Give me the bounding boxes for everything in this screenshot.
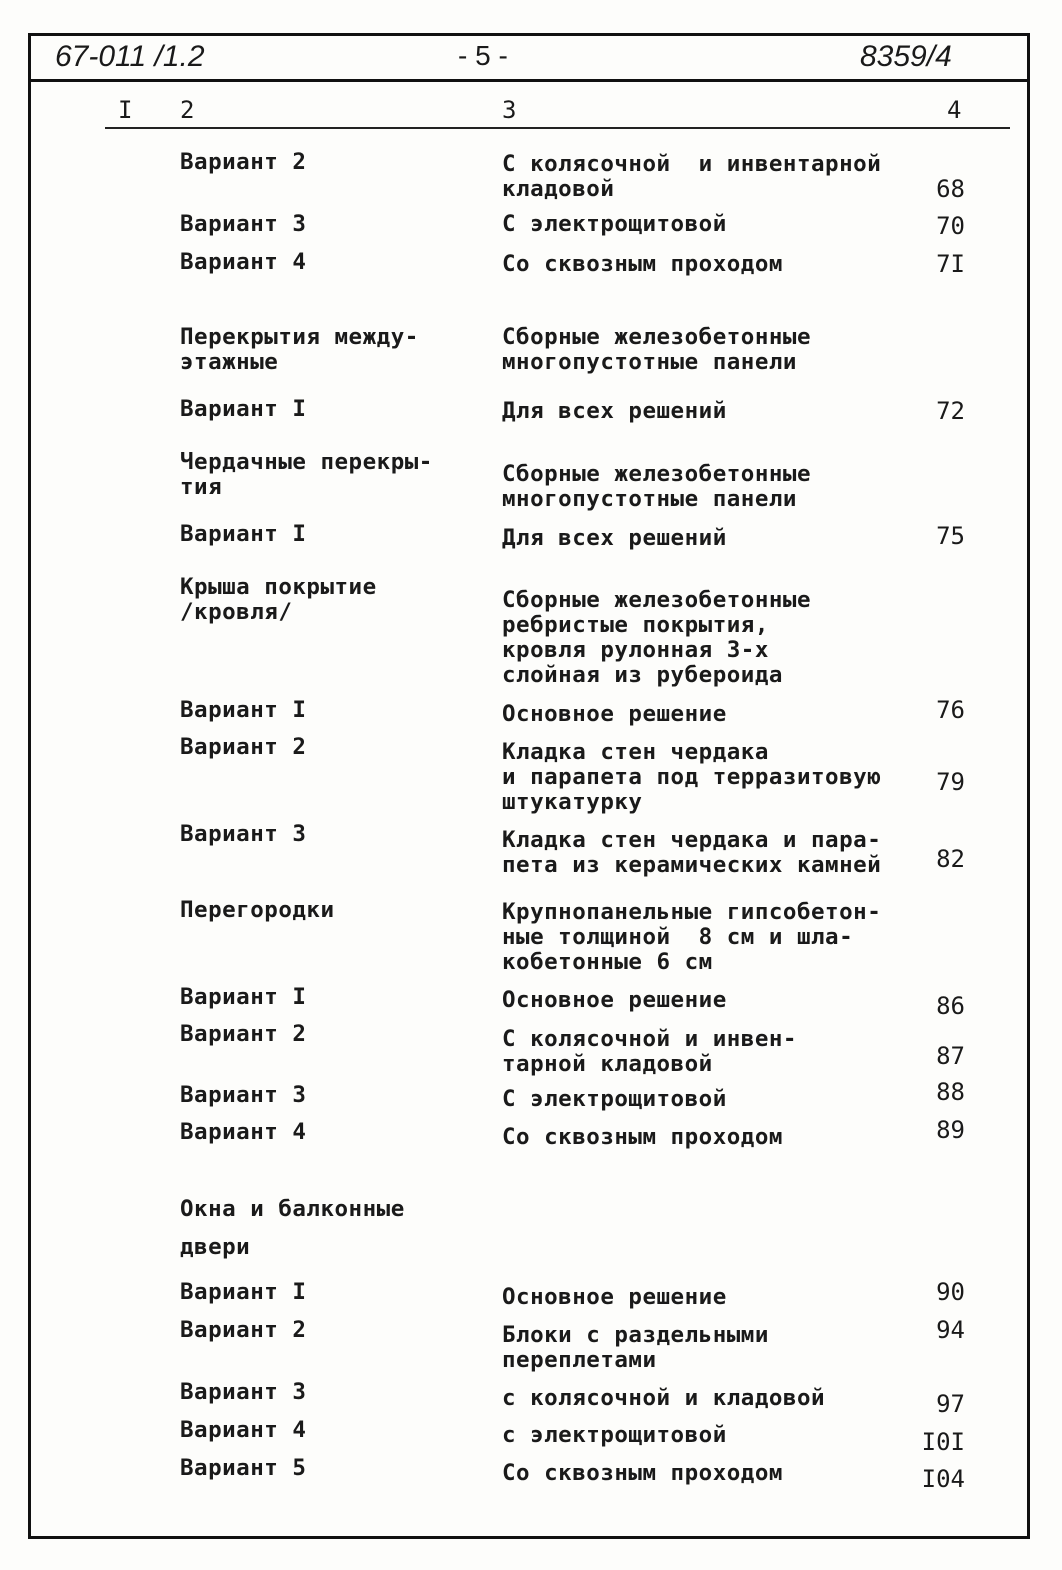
row-title: Вариант 3 xyxy=(180,1379,307,1405)
row-description: с электрощитовой xyxy=(502,1422,727,1448)
column-number-1: I xyxy=(118,96,133,124)
row-title: Вариант I xyxy=(180,1279,307,1305)
row-page-number: I0I xyxy=(921,1428,965,1456)
row-title: Крыша покрытие xyxy=(180,574,377,600)
row-description: Для всех решений xyxy=(502,398,727,424)
row-description: штукатурку xyxy=(502,789,643,815)
row-description: Крупнопанельные гипсобетон- xyxy=(502,899,882,925)
row-description: Блоки с раздельными xyxy=(502,1322,769,1348)
row-page-number: 79 xyxy=(936,768,965,796)
row-page-number: 89 xyxy=(936,1116,965,1144)
row-title: Вариант I xyxy=(180,396,307,422)
row-title: Окна и балконные xyxy=(180,1196,405,1222)
row-title: Чердачные перекры- xyxy=(180,449,433,475)
row-description: Основное решение xyxy=(502,1284,727,1310)
row-page-number: 97 xyxy=(936,1390,965,1418)
row-description: и парапета под терразитовую xyxy=(502,764,882,790)
row-title: Вариант 4 xyxy=(180,249,307,275)
row-title: /кровля/ xyxy=(180,599,293,625)
row-page-number: 76 xyxy=(936,696,965,724)
row-description: Сборные железобетонные xyxy=(502,324,812,350)
row-description: Основное решение xyxy=(502,701,727,727)
row-page-number: I04 xyxy=(921,1465,965,1493)
row-title: Вариант I xyxy=(180,697,307,723)
row-title: этажные xyxy=(180,349,279,375)
row-description: Сборные железобетонные xyxy=(502,587,812,613)
row-description: тарной кладовой xyxy=(502,1051,713,1077)
row-description: кладовой xyxy=(502,176,615,202)
row-title: Вариант I xyxy=(180,521,307,547)
row-title: Перекрытия между- xyxy=(180,324,419,350)
row-description: С электрощитовой xyxy=(502,1086,727,1112)
row-page-number: 75 xyxy=(936,522,965,550)
row-title: Вариант I xyxy=(180,984,307,1010)
row-page-number: 90 xyxy=(936,1278,965,1306)
column-number-2: 2 xyxy=(180,96,195,124)
row-description: Кладка стен чердака и пара- xyxy=(502,827,882,853)
row-page-number: 88 xyxy=(936,1078,965,1106)
row-description: Со сквозным проходом xyxy=(502,1124,783,1150)
row-description: многопустотные панели xyxy=(502,349,797,375)
column-number-4: 4 xyxy=(947,96,962,124)
row-title: Вариант 4 xyxy=(180,1119,307,1145)
row-title: Перегородки xyxy=(180,897,335,923)
row-title: Вариант 3 xyxy=(180,211,307,237)
row-description: С колясочной и инвен- xyxy=(502,1026,797,1052)
sheet-number: 8359/4 xyxy=(860,40,952,73)
row-description: ребристые покрытия, xyxy=(502,612,769,638)
row-description: С электрощитовой xyxy=(502,211,727,237)
row-page-number: 72 xyxy=(936,397,965,425)
row-title: Вариант 2 xyxy=(180,1317,307,1343)
row-title: Вариант 3 xyxy=(180,1082,307,1108)
row-title: Вариант 2 xyxy=(180,734,307,760)
row-title: Вариант 5 xyxy=(180,1455,307,1481)
row-description: Со сквозным проходом xyxy=(502,251,783,277)
row-title: тия xyxy=(180,474,223,500)
column-number-3: 3 xyxy=(502,96,517,124)
doc-code: 67-011 /1.2 xyxy=(55,40,205,73)
row-description: с колясочной и кладовой xyxy=(502,1385,826,1411)
row-title: двери xyxy=(180,1234,251,1260)
row-description: Для всех решений xyxy=(502,525,727,551)
row-page-number: 82 xyxy=(936,845,965,873)
row-description: кровля рулонная 3-х xyxy=(502,637,769,663)
row-title: Вариант 4 xyxy=(180,1417,307,1443)
page-number: - 5 - xyxy=(458,40,508,71)
row-page-number: 7I xyxy=(936,250,965,278)
row-description: Со сквозным проходом xyxy=(502,1460,783,1486)
row-description: кобетонные 6 см xyxy=(502,949,713,975)
row-page-number: 87 xyxy=(936,1042,965,1070)
row-title: Вариант 3 xyxy=(180,821,307,847)
row-description: ные толщиной 8 см и шла- xyxy=(502,924,854,950)
row-title: Вариант 2 xyxy=(180,1021,307,1047)
row-page-number: 68 xyxy=(936,175,965,203)
row-description: многопустотные панели xyxy=(502,486,797,512)
row-description: Кладка стен чердака xyxy=(502,739,769,765)
row-description: Основное решение xyxy=(502,987,727,1013)
row-page-number: 86 xyxy=(936,992,965,1020)
row-description: Сборные железобетонные xyxy=(502,461,812,487)
row-description: С колясочной и инвентарной xyxy=(502,151,882,177)
row-page-number: 70 xyxy=(936,212,965,240)
column-header-divider xyxy=(105,127,1010,129)
row-title: Вариант 2 xyxy=(180,149,307,175)
header-divider xyxy=(28,79,1027,82)
row-description: слойная из рубероида xyxy=(502,662,783,688)
row-description: переплетами xyxy=(502,1347,657,1373)
row-page-number: 94 xyxy=(936,1316,965,1344)
row-description: пета из керамических камней xyxy=(502,852,882,878)
